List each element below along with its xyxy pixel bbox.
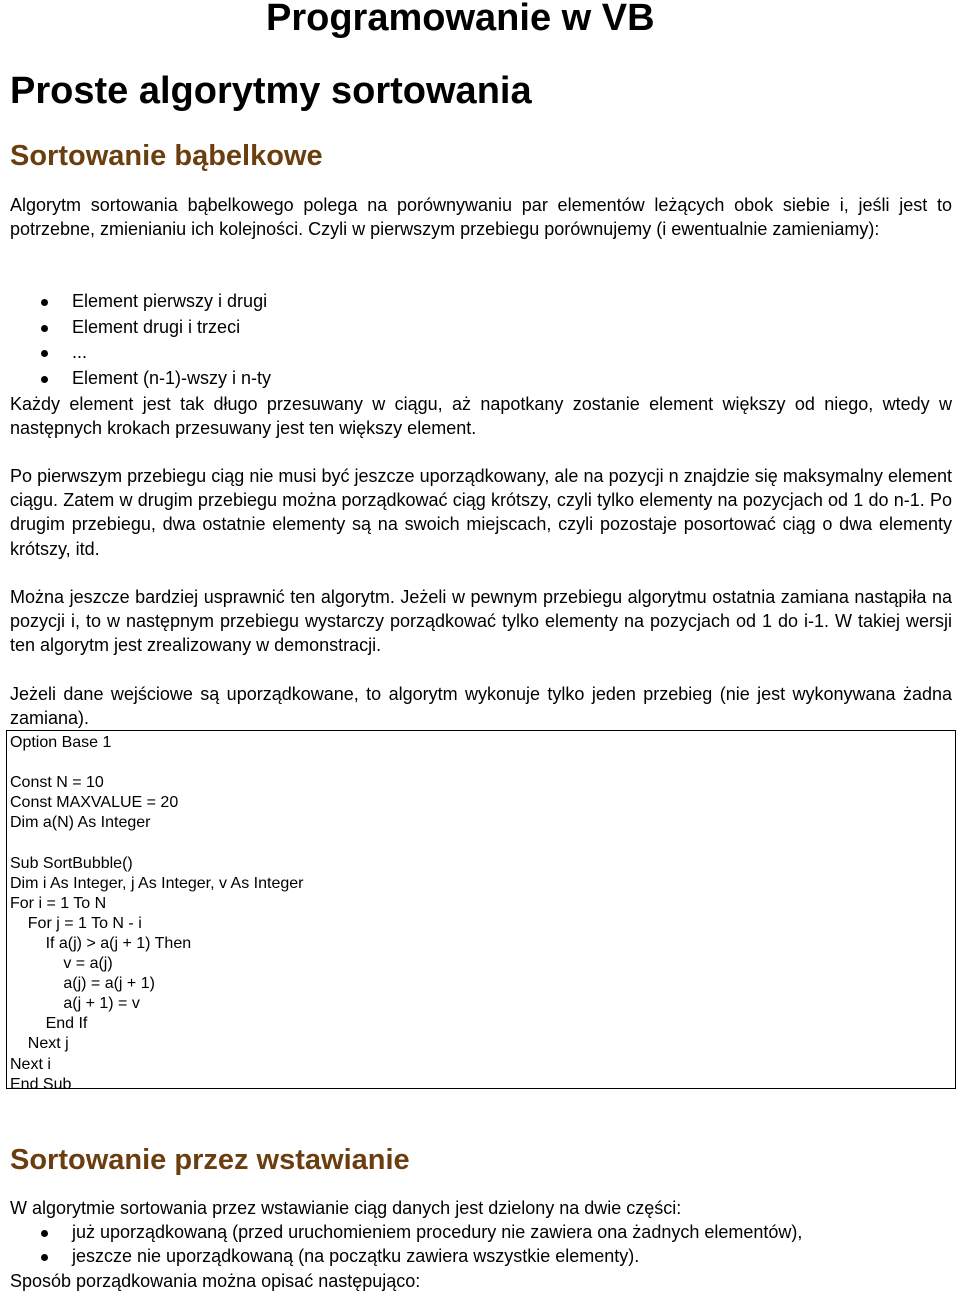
bullet-icon [41, 1254, 48, 1261]
code-line: a(j) = a(j + 1) [10, 975, 155, 993]
list-item [10, 366, 952, 392]
bubble-sort-paragraph-1: Każdy element jest tak długo przesuwany w ciągu, aż napotkany zostanie element większy od niego, wtedy w następnych krokach przesuwany jest ten większy element. [10, 394, 952, 439]
code-line [10, 753, 955, 773]
list-item-text: jeszcze nie uporządkowaną (na początku zawiera wszystkie elementy). [72, 1246, 640, 1266]
section-heading-bubble-sort: Sortowanie bąbelkowe [10, 140, 323, 172]
list-item [10, 289, 952, 315]
main-heading: Proste algorytmy sortowania [10, 70, 532, 112]
list-item [10, 315, 952, 341]
list-item [10, 340, 952, 366]
code-line: Next i [10, 1055, 51, 1073]
bubble-sort-steps-list [10, 289, 952, 391]
code-line: If a(j) > a(j + 1) Then [10, 934, 192, 952]
section-heading-insertion-sort: Sortowanie przez wstawianie [10, 1144, 410, 1176]
list-item-text: już uporządkowaną (przed uruchomieniem procedury nie zawiera ona żadnych elementów), [72, 1222, 803, 1242]
bullet-icon [41, 325, 48, 332]
code-line: v = a(j) [10, 955, 113, 973]
insertion-sort-parts-list [10, 1220, 952, 1268]
code-line: Dim a(N) As Integer [10, 814, 151, 832]
code-line: For j = 1 To N - i [10, 914, 142, 932]
bubble-sort-paragraph-4: Jeżeli dane wejściowe są uporządkowane, to algorytm wykonuje tylko jeden przebieg (nie jest wykonywana żadna zamiana). [10, 684, 952, 729]
bubble-sort-paragraph-3: Można jeszcze bardziej usprawnić ten algorytm. Jeżeli w pewnym przebiegu algorytmu ostatnia zamiana nastąpiła na pozycji i, to w następnym przebiegu wystarczy porządkować tylko elementy na pozycjach od 1 do i-1. W takiej wersji ten algorytm jest zrealizowany w demonstracji. [10, 587, 952, 656]
code-line [10, 833, 955, 853]
bubble-sort-intro: Algorytm sortowania bąbelkowego polega na porównywaniu par elementów leżących obok siebie i, jeśli jest to potrzebne, zmienianiu ich kolejności. Czyli w pierwszym przebiegu porównujemy (i ewentualnie zamieniamy): [10, 195, 952, 240]
code-line: Const N = 10 [10, 774, 104, 792]
bullet-icon [41, 350, 48, 357]
list-item-text: ... [72, 342, 88, 362]
list-item-text: Element pierwszy i drugi [72, 291, 268, 311]
list-item [10, 1220, 952, 1244]
bullet-icon [41, 376, 48, 383]
code-line: Next j [10, 1035, 69, 1053]
code-line: Const MAXVALUE = 20 [10, 794, 179, 812]
page-title: Programowanie w VB [266, 0, 655, 39]
code-line: Option Base 1 [10, 734, 112, 751]
code-line: For i = 1 To N [10, 894, 107, 912]
code-line: Sub SortBubble() [10, 854, 133, 872]
code-line: End Sub [10, 1075, 72, 1093]
code-block [6, 730, 956, 1093]
list-item-text: Element (n-1)-wszy i n-ty [72, 367, 272, 388]
insertion-sort-outro: Sposób porządkowania można opisać następująco: [10, 1271, 421, 1291]
list-item-text: Element drugi i trzeci [72, 316, 241, 337]
list-item [10, 1244, 952, 1268]
code-line: Dim i As Integer, j As Integer, v As Integer [10, 874, 304, 892]
bullet-icon [41, 1230, 48, 1237]
bullet-icon [41, 299, 48, 306]
code-line: End If [10, 1015, 88, 1033]
code-line: a(j + 1) = v [10, 995, 140, 1013]
insertion-sort-intro: W algorytmie sortowania przez wstawianie ciąg danych jest dzielony na dwie części: [10, 1198, 682, 1218]
bubble-sort-paragraph-2: Po pierwszym przebiegu ciąg nie musi być jeszcze uporządkowany, ale na pozycji n znajdzie się maksymalny element ciągu. Zatem w drugim przebiegu można porządkować ciąg krótszy, czyli tylko elementy na pozycjach od 1 do n-1. Po drugim przebiegu, dwa ostatnie elementy są na swoich miejscach, czyli pozostaje posortować ciąg o dwa elementy krótszy, itd. [10, 466, 952, 559]
